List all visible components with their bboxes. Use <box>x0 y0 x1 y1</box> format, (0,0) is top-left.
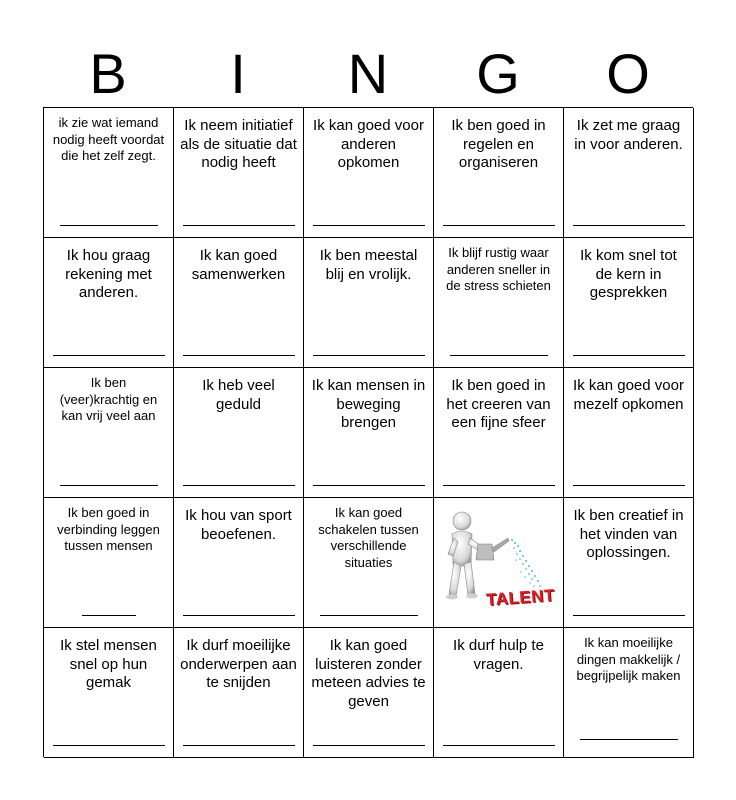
bingo-cell[interactable] <box>564 498 694 628</box>
signature-line <box>450 355 548 356</box>
header-letter-o: O <box>606 42 650 105</box>
bingo-cell[interactable] <box>434 238 564 368</box>
cell-text: Ik zet me graag in voor anderen. <box>574 117 683 153</box>
signature-line <box>183 225 295 226</box>
cell-text: Ik durf moeilijke onderwerpen aan te snijden <box>180 637 297 691</box>
signature-line <box>573 485 685 486</box>
cell-text: ik zie wat iemand nodig heeft voordat die het zelf zegt. <box>52 115 165 163</box>
signature-line <box>573 615 685 616</box>
cell-text: Ik kom snel tot de kern in gesprekken <box>580 247 677 301</box>
cell-text: Ik durf hulp te vragen. <box>453 637 544 673</box>
cell-text: Ik ben goed in verbinding leggen tussen mensen <box>57 505 160 553</box>
cell-text: Ik blijf rustig waar anderen sneller in de stress schieten <box>446 245 551 293</box>
bingo-cell[interactable] <box>304 368 434 498</box>
signature-line <box>443 485 555 486</box>
cell-text: Ik ben goed in het creeren van een fijne sfeer <box>446 377 551 431</box>
header-letter-i: I <box>230 42 246 105</box>
cell-text: Ik kan moeilijke dingen makkelijk / begrijpelijk maken <box>576 635 681 683</box>
signature-line <box>313 485 425 486</box>
bingo-cell[interactable] <box>434 628 564 758</box>
bingo-cell[interactable] <box>434 368 564 498</box>
signature-line <box>183 615 295 616</box>
bingo-cell[interactable] <box>174 108 304 238</box>
header-letter-b: B <box>89 42 127 105</box>
bingo-cell[interactable] <box>304 108 434 238</box>
signature-line <box>183 485 295 486</box>
cell-text: Ik kan goed luisteren zonder meteen advies te geven <box>311 637 426 710</box>
bingo-cell[interactable] <box>564 628 694 758</box>
bingo-grid <box>43 107 693 757</box>
bingo-cell[interactable] <box>564 368 694 498</box>
signature-line <box>443 225 555 226</box>
talent-person-watering-image <box>434 498 564 628</box>
signature-line <box>60 225 158 226</box>
cell-text: Ik neem initiatief als de situatie dat nodig heeft <box>180 117 297 171</box>
bingo-cell[interactable] <box>44 368 174 498</box>
bingo-free-cell[interactable] <box>434 498 564 628</box>
signature-line <box>183 355 295 356</box>
signature-line <box>573 225 685 226</box>
signature-line <box>313 225 425 226</box>
cell-text: Ik kan goed schakelen tussen verschillende situaties <box>318 505 419 570</box>
bingo-cell[interactable] <box>174 498 304 628</box>
signature-line <box>313 355 425 356</box>
cell-text: Ik kan mensen in beweging brengen <box>311 377 426 431</box>
header-letter-n: N <box>347 42 389 105</box>
bingo-cell[interactable] <box>174 368 304 498</box>
bingo-cell[interactable] <box>174 238 304 368</box>
bingo-cell[interactable] <box>174 628 304 758</box>
bingo-cell[interactable] <box>304 628 434 758</box>
bingo-cell[interactable] <box>564 108 694 238</box>
bingo-cell[interactable] <box>564 238 694 368</box>
signature-line <box>580 739 678 740</box>
bingo-cell[interactable] <box>304 238 434 368</box>
bingo-header <box>43 40 693 108</box>
cell-text: Ik stel mensen snel op hun gemak <box>60 637 157 691</box>
cell-text: Ik kan goed samenwerken <box>191 247 286 283</box>
cell-text: Ik ben creatief in het vinden van oplossingen. <box>573 507 684 561</box>
cell-text: Ik ben (veer)krachtig en kan vrij veel aan <box>59 375 158 423</box>
talent-label: TALENT <box>485 585 556 610</box>
bingo-cell[interactable] <box>304 498 434 628</box>
bingo-cell[interactable] <box>44 498 174 628</box>
cell-text: Ik ben meestal blij en vrolijk. <box>319 247 418 283</box>
header-letter-g: G <box>476 42 520 105</box>
bingo-cell[interactable] <box>44 628 174 758</box>
signature-line <box>53 355 165 356</box>
bingo-cell[interactable] <box>434 108 564 238</box>
signature-line <box>183 745 295 746</box>
signature-line <box>320 615 418 616</box>
signature-line <box>53 745 165 746</box>
cell-text: Ik kan goed voor mezelf opkomen <box>573 377 684 413</box>
cell-text: Ik hou van sport beoefenen. <box>185 507 292 543</box>
cell-text: Ik hou graag rekening met anderen. <box>65 247 152 301</box>
cell-text: Ik heb veel geduld <box>202 377 275 413</box>
bingo-cell[interactable] <box>44 108 174 238</box>
bingo-cell[interactable] <box>44 238 174 368</box>
signature-line <box>60 485 158 486</box>
cell-text: Ik ben goed in regelen en organiseren <box>451 117 546 171</box>
signature-line <box>313 745 425 746</box>
signature-line <box>82 615 136 616</box>
signature-line <box>443 745 555 746</box>
signature-line <box>573 355 685 356</box>
cell-text: Ik kan goed voor anderen opkomen <box>313 117 424 171</box>
